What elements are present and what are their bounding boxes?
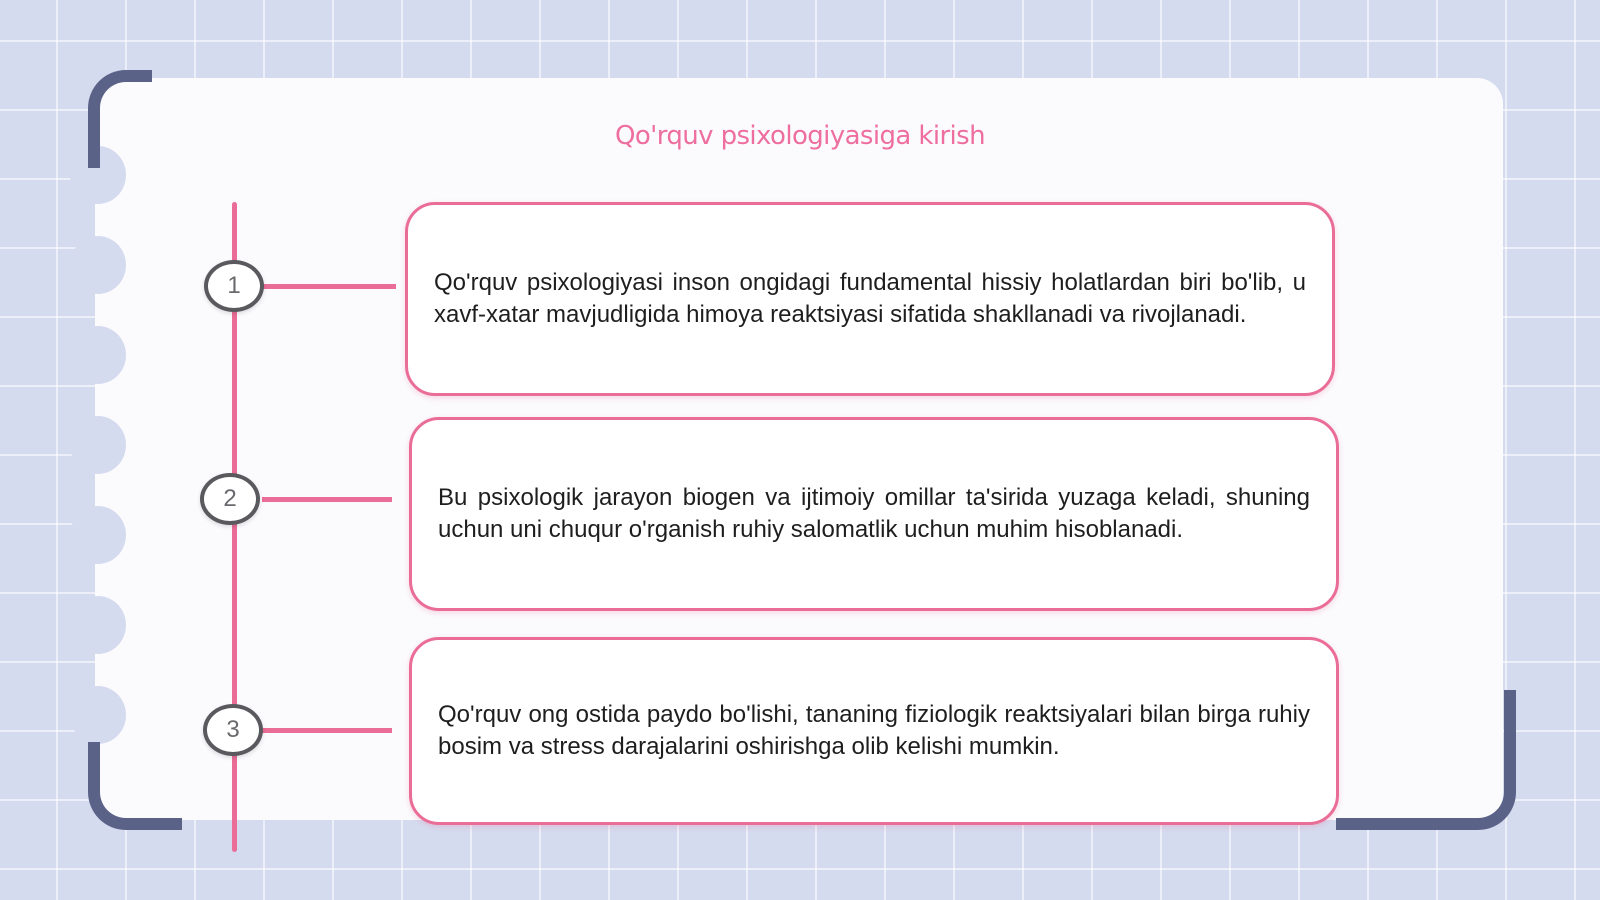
card-notch <box>70 416 126 474</box>
timeline-connector <box>262 284 396 289</box>
slide-title: Qo'rquv psixologiyasiga kirish <box>614 121 986 151</box>
card-notch <box>70 596 126 654</box>
corner-bracket-top-left <box>88 70 152 168</box>
card-notch <box>70 686 126 744</box>
timeline-marker-2 <box>200 473 260 525</box>
card-notch <box>70 326 126 384</box>
timeline-item-1-box <box>405 202 1335 396</box>
corner-bracket-bottom-left <box>88 742 182 830</box>
marker-number: 1 <box>227 272 241 299</box>
card-notch <box>70 236 126 294</box>
timeline-marker-1 <box>204 260 264 312</box>
timeline-item-3-box <box>409 637 1339 825</box>
timeline-item-1-text: Qo'rquv psixologiyasi inson ongidagi fundamental hissiy holatlardan biri bo'lib, u xavf-xatar mavjudligida himoya reaktsiyasi sifatida shakllanadi va rivojlanadi. <box>434 269 1306 328</box>
timeline-connector <box>262 728 392 733</box>
marker-number: 3 <box>226 716 240 743</box>
timeline-item-2-text: Bu psixologik jarayon biogen va ijtimoiy omillar ta'sirida yuzaga keladi, shuning uchun uni chuqur o'rganish ruhiy salomatlik uchun muhim hisoblanadi. <box>438 484 1310 543</box>
timeline-item-3-text: Qo'rquv ong ostida paydo bo'lishi, tananing fiziologik reaktsiyalari bilan birga ruhiy bosim va stress darajalarini oshirishga olib kelishi mumkin. <box>438 701 1310 760</box>
card-notch <box>70 506 126 564</box>
timeline-connector <box>262 497 392 502</box>
marker-number: 2 <box>223 485 237 512</box>
timeline-marker-3 <box>203 704 263 756</box>
corner-bracket-bottom-right <box>1336 690 1516 830</box>
timeline-item-2-box <box>409 417 1339 611</box>
